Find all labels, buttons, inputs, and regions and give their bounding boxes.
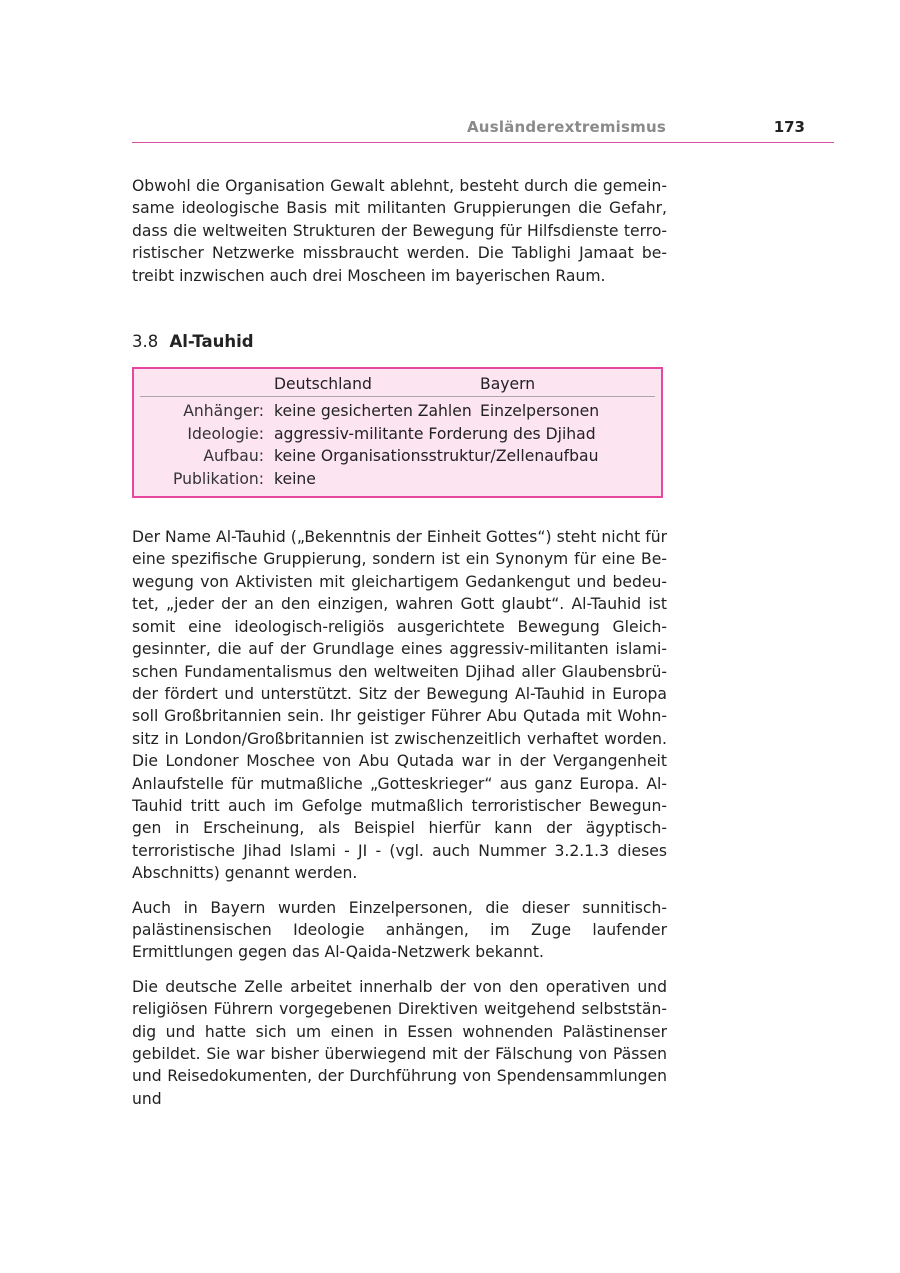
info-label: Ideologie:: [187, 424, 264, 443]
column-header-bayern: Bayern: [480, 373, 655, 397]
info-row-ideologie: [140, 423, 655, 445]
info-value-bayern: Einzelpersonen: [480, 402, 600, 421]
info-value: aggressiv-militante Forderung des Djihad: [274, 424, 596, 443]
info-value: keine Organisationsstruktur/Zellenaufbau: [274, 447, 599, 466]
section-number: 3.8: [132, 332, 159, 352]
section-title: Al-Tauhid: [169, 332, 254, 352]
page-content: [132, 175, 667, 1110]
info-box: [132, 367, 663, 498]
body-paragraph-2: Auch in Bayern wurden Einzelpersonen, die dieser sunnitisch-palästinensischen Ideologie anhängen, im Zuge laufender Ermittlungen gegen das Al-Qaida-Netzwerk bekannt.: [132, 898, 667, 962]
info-label: Publikation:: [172, 469, 264, 488]
info-label: Aufbau:: [203, 447, 264, 466]
page-number: 173: [773, 118, 805, 136]
section-heading: [132, 329, 667, 355]
info-row-publikation: [140, 468, 655, 490]
info-label: Anhänger:: [183, 402, 264, 421]
info-row-aufbau: [140, 445, 655, 467]
info-row-anhaenger: [140, 397, 655, 423]
column-header-deutschland: Deutschland: [274, 373, 480, 397]
info-table-header-row: [140, 373, 655, 397]
running-header: [132, 116, 834, 143]
intro-paragraph: Obwohl die Organisation Gewalt ablehnt, besteht durch die gemeinsame ideologische Basis mit militanten Gruppierungen die Gefahr, dass die weltweiten Strukturen der Bewegung für Hilfsdienste terroristischer Netzwerke missbraucht werden. Die Tablighi Jamaat betreibt inzwischen auch drei Moscheen im bayerischen Raum.: [132, 177, 667, 285]
running-header-title: Ausländerextremismus: [467, 118, 666, 136]
info-value-deutschland: keine gesicherten Zahlen: [274, 402, 472, 421]
info-value: keine: [274, 469, 316, 488]
body-paragraph-1: Der Name Al-Tauhid („Bekenntnis der Einheit Gottes“) steht nicht für eine spezifische Gruppierung, sondern ist ein Synonym für eine Bewegung von Aktivisten mit gleichartigem Gedankengut und bedeutet, „jeder der an den einzigen, wahren Gott glaubt“. Al-Tauhid ist somit eine ideologisch-religiös ausgerichtete Bewegung Gleichgesinnter, die auf der Grundlage eines aggressiv-militanten islamischen Fundamentalismus den weltweiten Djihad aller Glaubensbrüder fördert und unterstützt. Sitz der Bewegung Al-Tauhid in Europa soll Großbritannien sein. Ihr geistiger Führer Abu Qutada mit Wohnsitz in London/Großbritannien ist zwischenzeitlich verhaftet worden. Die Londoner Moschee von Abu Qutada war in der Vergangenheit Anlaufstelle für mutmaßliche „Gotteskrieger“ aus ganz Europa. Al-Tauhid tritt auch im Gefolge mutmaßlich terroristischer Bewegungen in Erscheinung, als Beispiel hierfür kann der ägyptisch-terroristische Jihad Islami - JI - (vgl. auch Nummer 3.2.1.3 dieses Abschnitts) genannt werden.: [132, 528, 667, 883]
info-table: [140, 373, 655, 490]
body-paragraph-3: Die deutsche Zelle arbeitet innerhalb der von den operativen und religiösen Führern vorgegebenen Direktiven weitgehend selbstständig und hatte sich um einen in Essen wohnenden Palästinenser gebildet. Sie war bisher überwiegend mit der Fälschung von Pässen und Reisedokumenten, der Durchführung von Spendensammlungen und: [132, 977, 667, 1108]
